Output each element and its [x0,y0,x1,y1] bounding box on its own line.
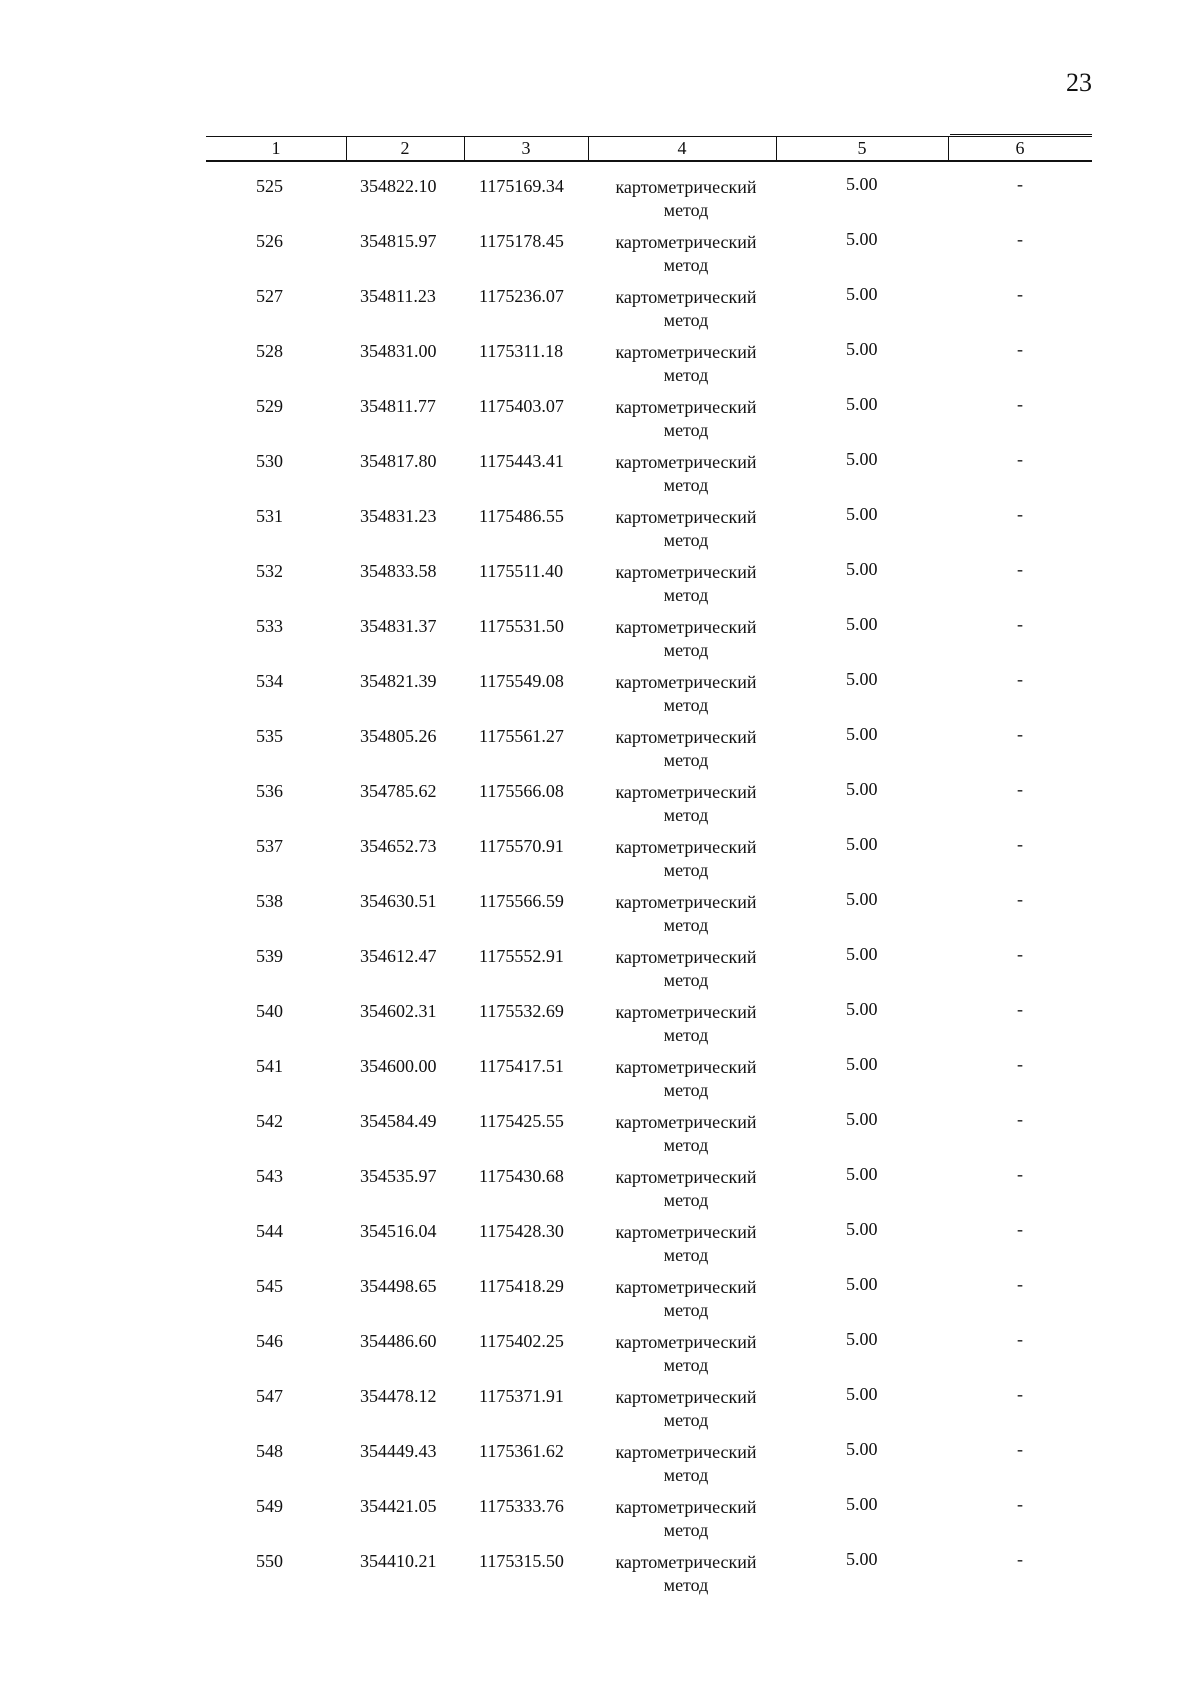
cell-note: - [1017,229,1023,249]
cell-point-number: 533 [256,616,283,636]
cell-method-line1: картометрический [615,1222,757,1242]
cell-accuracy: 5.00 [846,1384,878,1404]
cell-y-coordinate: 1175418.29 [479,1276,564,1296]
cell-method-line1: картометрический [615,287,757,307]
cell-x-coordinate: 354821.39 [360,671,437,691]
cell-method [600,1276,772,1322]
cell-y-coordinate: 1175333.76 [479,1496,564,1516]
cell-point-number: 550 [256,1551,283,1571]
cell-point-number: 526 [256,231,283,251]
header-cell-2: 2 [400,138,410,158]
cell-method [600,1496,772,1542]
table-row [0,932,1200,990]
cell-y-coordinate: 1175561.27 [479,726,564,746]
cell-method-line1: картометрический [615,837,757,857]
cell-accuracy: 5.00 [846,614,878,634]
cell-note: - [1017,724,1023,744]
cell-x-coordinate: 354652.73 [360,836,437,856]
cell-method [600,231,772,277]
cell-accuracy: 5.00 [846,1219,878,1239]
cell-method [600,1441,772,1487]
cell-note: - [1017,834,1023,854]
cell-point-number: 544 [256,1221,283,1241]
cell-note: - [1017,669,1023,689]
header-cell-4: 4 [677,138,687,158]
cell-method-line1: картометрический [615,1442,757,1462]
cell-method [600,1056,772,1102]
cell-y-coordinate: 1175425.55 [479,1111,564,1131]
cell-method-line1: картометрический [615,1552,757,1572]
cell-method [600,1551,772,1597]
cell-method-line2: метод [663,1300,709,1320]
table-row [0,327,1200,385]
table-row [0,162,1200,220]
cell-accuracy: 5.00 [846,724,878,744]
table-row [0,1482,1200,1540]
cell-y-coordinate: 1175315.50 [479,1551,564,1571]
cell-point-number: 528 [256,341,283,361]
cell-method [600,451,772,497]
cell-method-line1: картометрический [615,892,757,912]
cell-method [600,176,772,222]
cell-method-line1: картометрический [615,782,757,802]
cell-method [600,1386,772,1432]
cell-method-line2: метод [663,365,709,385]
table-header-row [0,136,1200,162]
cell-point-number: 543 [256,1166,283,1186]
cell-point-number: 530 [256,451,283,471]
cell-method-line2: метод [663,1410,709,1430]
table-row [0,382,1200,440]
cell-note: - [1017,944,1023,964]
cell-point-number: 538 [256,891,283,911]
cell-point-number: 536 [256,781,283,801]
cell-accuracy: 5.00 [846,449,878,469]
cell-method [600,396,772,442]
cell-method-line2: метод [663,695,709,715]
cell-x-coordinate: 354630.51 [360,891,437,911]
cell-method [600,616,772,662]
cell-accuracy: 5.00 [846,1274,878,1294]
cell-accuracy: 5.00 [846,669,878,689]
cell-method [600,1166,772,1212]
cell-point-number: 534 [256,671,283,691]
cell-point-number: 539 [256,946,283,966]
cell-note: - [1017,504,1023,524]
header-top-rule-extension [950,134,1092,135]
cell-accuracy: 5.00 [846,1054,878,1074]
cell-method-line1: картометрический [615,1057,757,1077]
cell-x-coordinate: 354815.97 [360,231,437,251]
cell-y-coordinate: 1175552.91 [479,946,564,966]
cell-method-line2: метод [663,805,709,825]
cell-note: - [1017,1054,1023,1074]
cell-method [600,946,772,992]
cell-method-line1: картометрический [615,617,757,637]
cell-point-number: 548 [256,1441,283,1461]
cell-method [600,671,772,717]
cell-method-line2: метод [663,640,709,660]
cell-note: - [1017,889,1023,909]
table-row [0,822,1200,880]
cell-accuracy: 5.00 [846,1164,878,1184]
cell-y-coordinate: 1175430.68 [479,1166,564,1186]
cell-method-line2: метод [663,475,709,495]
cell-y-coordinate: 1175311.18 [479,341,564,361]
cell-x-coordinate: 354831.00 [360,341,437,361]
cell-method-line2: метод [663,1355,709,1375]
cell-method [600,836,772,882]
cell-method-line1: картометрический [615,342,757,362]
cell-method-line1: картометрический [615,397,757,417]
cell-point-number: 545 [256,1276,283,1296]
cell-x-coordinate: 354602.31 [360,1001,437,1021]
cell-x-coordinate: 354478.12 [360,1386,437,1406]
table-row [0,602,1200,660]
cell-y-coordinate: 1175417.51 [479,1056,564,1076]
cell-method [600,1111,772,1157]
cell-x-coordinate: 354833.58 [360,561,437,581]
cell-method-line2: метод [663,915,709,935]
cell-note: - [1017,1549,1023,1569]
table-row [0,437,1200,495]
cell-note: - [1017,394,1023,414]
table-row [0,492,1200,550]
table-row [0,1372,1200,1430]
coordinates-table [0,136,1200,1595]
cell-accuracy: 5.00 [846,1439,878,1459]
cell-y-coordinate: 1175549.08 [479,671,564,691]
cell-note: - [1017,614,1023,634]
cell-method-line1: картометрический [615,452,757,472]
cell-note: - [1017,174,1023,194]
cell-x-coordinate: 354410.21 [360,1551,437,1571]
cell-accuracy: 5.00 [846,889,878,909]
table-row [0,877,1200,935]
cell-y-coordinate: 1175443.41 [479,451,564,471]
cell-method [600,781,772,827]
table-row [0,1042,1200,1100]
cell-method-line2: метод [663,1135,709,1155]
cell-method-line1: картометрический [615,1497,757,1517]
cell-method-line2: метод [663,1080,709,1100]
cell-x-coordinate: 354811.23 [360,286,436,306]
cell-accuracy: 5.00 [846,339,878,359]
header-cell-3: 3 [521,138,531,158]
cell-method-line2: метод [663,310,709,330]
cell-accuracy: 5.00 [846,999,878,1019]
cell-note: - [1017,449,1023,469]
cell-method-line1: картометрический [615,727,757,747]
cell-x-coordinate: 354600.00 [360,1056,437,1076]
cell-x-coordinate: 354811.77 [360,396,436,416]
cell-accuracy: 5.00 [846,1329,878,1349]
cell-note: - [1017,1439,1023,1459]
header-cell-6: 6 [1015,138,1025,158]
cell-accuracy: 5.00 [846,1109,878,1129]
cell-x-coordinate: 354822.10 [360,176,437,196]
cell-note: - [1017,339,1023,359]
cell-method-line2: метод [663,200,709,220]
cell-x-coordinate: 354449.43 [360,1441,437,1461]
cell-method-line1: картометрический [615,177,757,197]
cell-point-number: 546 [256,1331,283,1351]
cell-accuracy: 5.00 [846,504,878,524]
cell-y-coordinate: 1175566.59 [479,891,564,911]
table-row [0,1262,1200,1320]
cell-point-number: 549 [256,1496,283,1516]
cell-method [600,286,772,332]
cell-note: - [1017,1164,1023,1184]
table-row [0,767,1200,825]
cell-point-number: 535 [256,726,283,746]
cell-method-line1: картометрический [615,1002,757,1022]
cell-note: - [1017,1384,1023,1404]
cell-accuracy: 5.00 [846,559,878,579]
cell-x-coordinate: 354785.62 [360,781,437,801]
header-cell-1: 1 [271,138,281,158]
cell-note: - [1017,779,1023,799]
cell-point-number: 527 [256,286,283,306]
cell-accuracy: 5.00 [846,394,878,414]
cell-note: - [1017,999,1023,1019]
cell-method-line2: метод [663,255,709,275]
cell-method [600,506,772,552]
cell-point-number: 547 [256,1386,283,1406]
cell-x-coordinate: 354498.65 [360,1276,437,1296]
cell-x-coordinate: 354516.04 [360,1221,437,1241]
cell-y-coordinate: 1175169.34 [479,176,564,196]
cell-method-line1: картометрический [615,1167,757,1187]
cell-accuracy: 5.00 [846,944,878,964]
cell-method-line1: картометрический [615,672,757,692]
cell-x-coordinate: 354421.05 [360,1496,437,1516]
cell-y-coordinate: 1175428.30 [479,1221,564,1241]
cell-x-coordinate: 354831.23 [360,506,437,526]
cell-method-line2: метод [663,1190,709,1210]
table-row [0,987,1200,1045]
cell-y-coordinate: 1175371.91 [479,1386,564,1406]
cell-method-line2: метод [663,750,709,770]
cell-method [600,341,772,387]
cell-method [600,1001,772,1047]
cell-accuracy: 5.00 [846,834,878,854]
cell-point-number: 542 [256,1111,283,1131]
cell-note: - [1017,559,1023,579]
cell-method-line1: картометрический [615,1332,757,1352]
cell-point-number: 529 [256,396,283,416]
table-body [0,162,1200,1595]
cell-note: - [1017,1109,1023,1129]
table-row [0,1152,1200,1210]
cell-y-coordinate: 1175402.25 [479,1331,564,1351]
cell-method-line2: метод [663,970,709,990]
cell-y-coordinate: 1175532.69 [479,1001,564,1021]
cell-x-coordinate: 354486.60 [360,1331,437,1351]
cell-y-coordinate: 1175178.45 [479,231,564,251]
cell-method-line1: картометрический [615,1112,757,1132]
cell-x-coordinate: 354535.97 [360,1166,437,1186]
table-row [0,272,1200,330]
table-row [0,217,1200,275]
table-row [0,712,1200,770]
cell-x-coordinate: 354831.37 [360,616,437,636]
cell-y-coordinate: 1175403.07 [479,396,564,416]
table-row [0,1317,1200,1375]
cell-method-line2: метод [663,1465,709,1485]
cell-x-coordinate: 354584.49 [360,1111,437,1131]
table-row [0,547,1200,605]
cell-accuracy: 5.00 [846,1494,878,1514]
cell-y-coordinate: 1175511.40 [479,561,564,581]
cell-y-coordinate: 1175531.50 [479,616,564,636]
cell-accuracy: 5.00 [846,1549,878,1569]
cell-method-line1: картометрический [615,562,757,582]
cell-method-line2: метод [663,530,709,550]
cell-note: - [1017,1329,1023,1349]
cell-point-number: 540 [256,1001,283,1021]
table-row [0,657,1200,715]
cell-method-line2: метод [663,860,709,880]
cell-method-line1: картометрический [615,947,757,967]
cell-accuracy: 5.00 [846,779,878,799]
header-cell-5: 5 [857,138,867,158]
cell-method-line2: метод [663,1245,709,1265]
cell-note: - [1017,284,1023,304]
page-number: 23 [1066,68,1092,97]
cell-y-coordinate: 1175486.55 [479,506,564,526]
cell-point-number: 537 [256,836,283,856]
header-top-rule [206,136,1092,137]
cell-point-number: 541 [256,1056,283,1076]
cell-y-coordinate: 1175566.08 [479,781,564,801]
cell-method-line2: метод [663,1575,709,1595]
cell-method-line1: картометрический [615,507,757,527]
cell-method-line1: картометрический [615,1387,757,1407]
cell-point-number: 532 [256,561,283,581]
cell-method [600,1221,772,1267]
cell-method-line2: метод [663,1520,709,1540]
cell-point-number: 525 [256,176,283,196]
cell-method [600,726,772,772]
cell-x-coordinate: 354612.47 [360,946,437,966]
cell-note: - [1017,1274,1023,1294]
cell-method-line2: метод [663,420,709,440]
table-row [0,1097,1200,1155]
table-row [0,1537,1200,1595]
cell-method [600,891,772,937]
table-row [0,1427,1200,1485]
cell-method [600,1331,772,1377]
cell-x-coordinate: 354805.26 [360,726,437,746]
cell-accuracy: 5.00 [846,229,878,249]
cell-note: - [1017,1219,1023,1239]
table-row [0,1207,1200,1265]
cell-method-line1: картометрический [615,1277,757,1297]
cell-x-coordinate: 354817.80 [360,451,437,471]
cell-point-number: 531 [256,506,283,526]
cell-method-line1: картометрический [615,232,757,252]
cell-y-coordinate: 1175570.91 [479,836,564,856]
cell-accuracy: 5.00 [846,174,878,194]
cell-note: - [1017,1494,1023,1514]
cell-method [600,561,772,607]
cell-method-line2: метод [663,1025,709,1045]
cell-y-coordinate: 1175361.62 [479,1441,564,1461]
cell-method-line2: метод [663,585,709,605]
cell-y-coordinate: 1175236.07 [479,286,564,306]
cell-accuracy: 5.00 [846,284,878,304]
